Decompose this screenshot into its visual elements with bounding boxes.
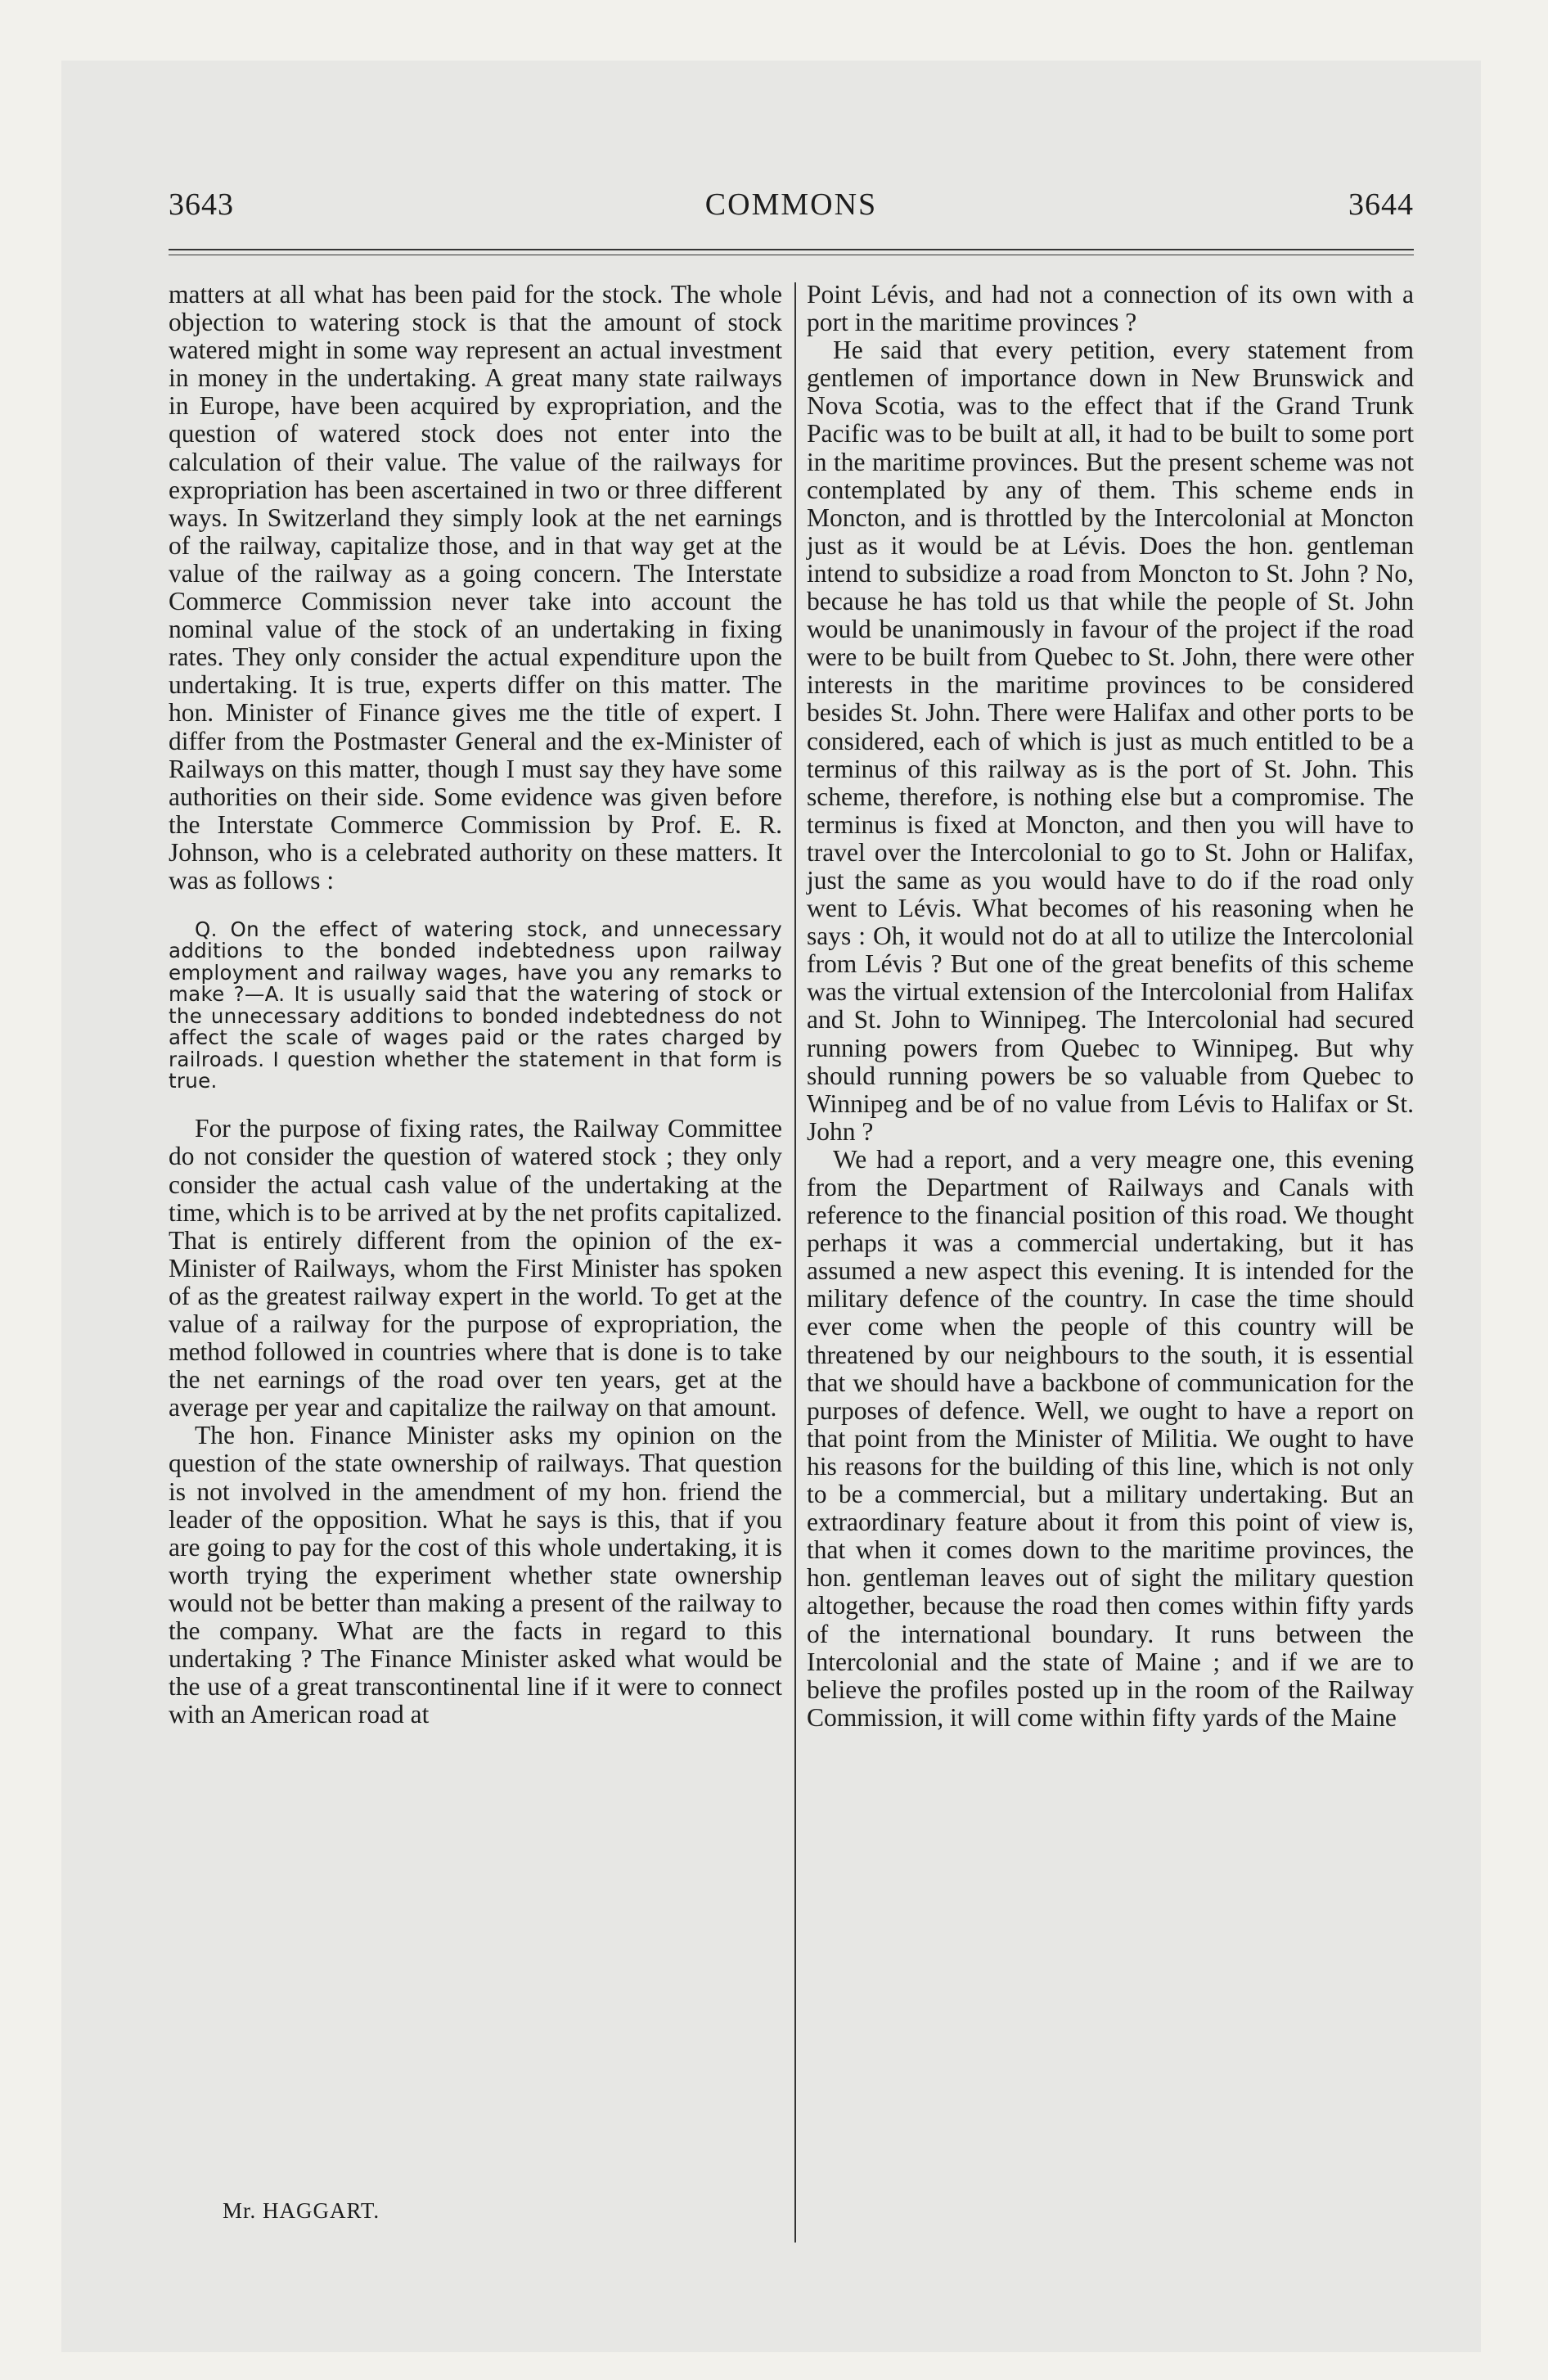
left-paragraph-2: For the purpose of fixing rates, the Railway Committee do not consider the question of watered stock ; they only consider the actual cash value of the undertaking at the time, which is to be arrived at by the net profits capitalized. That is entirely different from the opinion of the ex-Minister of Railways, whom the First Minister has spoken of as the greatest railway expert in the world. To get at the value of a railway for the purpose of expropriation, the method followed in countries where that is done is to take the net earnings of the road over ten years, get at the average per year and capitalize the railway on that amount. [169,1114,782,1422]
left-paragraph-1: matters at all what has been paid for the stock. The whole objection to watering stock is that the amount of stock watered might in some way represent an actual investment in money in the undertaking. A great many state railways in Europe, have been acquired by expropriation, and the question of watered stock does not enter into the calculation of their value. The value of the railways for expropriation has been ascertained in two or three different ways. In Switzerland they simply look at the net earnings of the railway, capitalize those, and in that way get at the value of the railway as a going concern. The Interstate Commerce Commission never take into account the nominal value of the stock of an undertaking in fixing rates. They only consider the actual expenditure upon the undertaking. It is true, experts differ on this matter. The hon. Minister of Finance gives me the title of expert. I differ from the Postmaster General and the ex-Minister of Railways on this matter, though I must say they have some authorities on their side. Some evidence was given before the Interstate Commerce Commission by Prof. E. R. Johnson, who is a celebrated authority on these matters. It was as follows : [169,280,782,895]
right-column [807,281,1414,1732]
right-page-number: 3644 [1348,187,1414,222]
speaker-footer: Mr. HAGGART. [223,2198,380,2223]
right-paragraph-2: He said that every petition, every statement from gentlemen of importance down in New Brunswick and Nova Scotia, was to the effect that if the Grand Trunk Pacific was to be built at all, it had to be built to some port in the maritime provinces. But the present scheme was not contemplated by any of them. This scheme ends in Moncton, and is throttled by the Intercolonial at Moncton just as it would be at Lévis. Does the hon. gentleman intend to subsidize a road from Moncton to St. John ? No, because he has told us that while the people of St. John would be unanimously in favour of the project if the road were to be built from Quebec to St. John, there were other interests in the maritime provinces to be considered besides St. John. There were Halifax and other ports to be considered, each of which is just as much entitled to be a terminus of this railway as is the port of St. John. This scheme, therefore, is nothing else but a compromise. The terminus is fixed at Moncton, and then you will have to travel over the Intercolonial to go to St. John or Halifax, just the same as you would have to do if the road only went to Lévis. What becomes of his reasoning when he says : Oh, it would not do at all to utilize the Intercolonial from Lévis ? But one of the great benefits of this scheme was the virtual extension of the Intercolonial from Halifax and St. John to Winnipeg. The Intercolonial had secured running powers from Quebec to Winnipeg. But why should running powers be so valuable from Quebec to Winnipeg and be of no value from Lévis to Halifax or St. John ? [807,336,1414,1146]
left-page-number: 3643 [169,187,234,222]
left-paragraph-3: The hon. Finance Minister asks my opinion on the question of the state ownership of railways. That question is not involved in the amendment of my hon. friend the leader of the opposition. What he says is this, that if you are going to pay for the cost of this whole undertaking, it is worth trying the experiment whether state ownership would not be better than making a present of the railway to the company. What are the facts in regard to this undertaking ? The Finance Minister asked what would be the use of a great transcontinental line if it were to connect with an American road at [169,1421,782,1729]
testimony-quote: Q. On the effect of watering stock, and unnecessary additions to the bonded indebtedness upon railway employment and railway wages, have you any remarks to make ?—A. It is usually said that the watering of stock or the unnecessary additions to bonded indebtedness do not affect the scale of wages paid or the rates charged by railroads. I question whether the statement in that form is true. [169,917,782,1093]
running-title: COMMONS [704,187,878,222]
page-header [169,187,1414,236]
column-divider [794,282,796,2243]
right-paragraph-1: Point Lévis, and had not a connection of its own with a port in the maritime provinces ? [807,280,1414,337]
header-rule [169,249,1414,250]
left-column [169,281,782,1729]
right-paragraph-3: We had a report, and a very meagre one, this evening from the Department of Railways and Canals with reference to the financial position of this road. We thought perhaps it was a commercial undertaking, but it has assumed a new aspect this evening. It is intended for the military defence of the country. In case the time should ever come when the people of this country will be threatened by our neighbours to the south, it is essential that we should have a backbone of communication for the purposes of defence. Well, we ought to have a report on that point from the Minister of Militia. We ought to have his reasons for the building of this line, which is not only to be a commercial, but a military undertaking. But an extraordinary feature about it from this point of view is, that when it comes down to the maritime provinces, the hon. gentleman leaves out of sight the military question altogether, because the road then comes within fifty yards of the international boundary. It runs between the Intercolonial and the state of Maine ; and if we are to believe the profiles posted up in the room of the Railway Commission, it will come within fifty yards of the Maine [807,1144,1414,1732]
